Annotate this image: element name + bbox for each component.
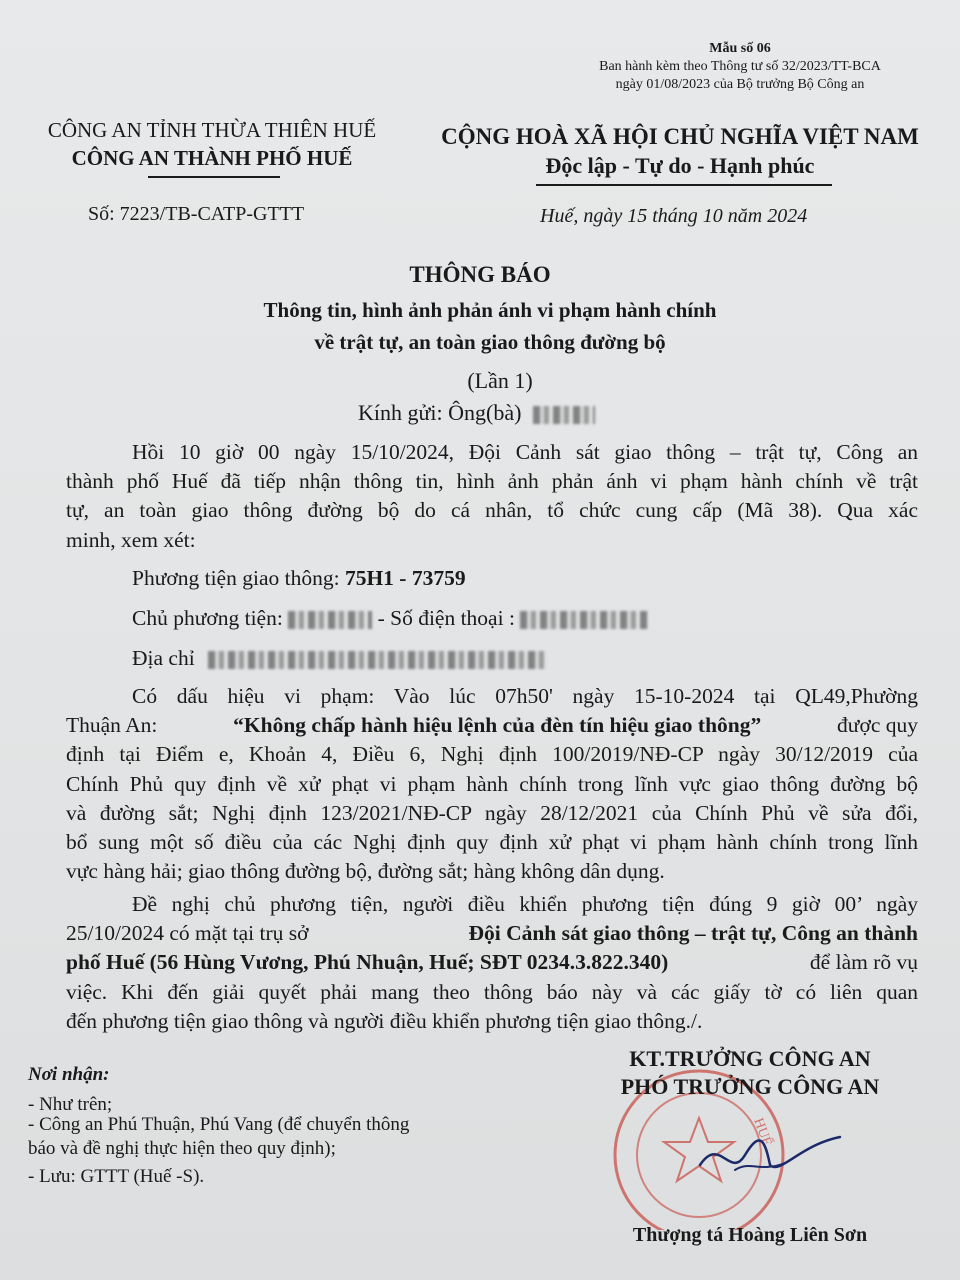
recipients-heading: Nơi nhận:	[28, 1064, 110, 1085]
violation-line-5: và đường sắt; Nghị định 123/2021/NĐ-CP ngày 28/12/2021 của Chính Phủ về sửa đổi,	[66, 800, 918, 825]
intro-line-2: thành phố Huế đã tiếp nhận thông tin, hình ảnh phản ánh vi phạm hành chính về trật	[66, 469, 918, 494]
recipient-item: - Lưu: GTTT (Huế -S).	[28, 1166, 205, 1187]
nation-name: CỘNG HOÀ XÃ HỘI CHỦ NGHĨA VIỆT NAM	[441, 124, 919, 149]
phone-label: - Số điện thoại :	[377, 606, 515, 630]
request-office: Đội Cảnh sát giao thông – trật tự, Công an thành	[468, 921, 918, 946]
redacted-address	[208, 651, 548, 669]
agency-parent: CÔNG AN TỈNH THỪA THIÊN HUẾ	[47, 118, 377, 142]
request-purpose: để làm rõ vụ	[809, 950, 918, 975]
recipient-label: Kính gửi: Ông(bà)	[358, 400, 522, 425]
violation-line-6: bổ sung một số điều của các Nghị định quy định xử phạt vi phạm hành chính trong lĩnh	[66, 830, 918, 855]
vehicle-line	[132, 566, 466, 591]
form-note-line1: Ban hành kèm theo Thông tư số 32/2023/TT-BCA	[599, 59, 881, 74]
request-paragraph	[66, 890, 918, 1036]
signature-title-1: KT.TRƯỞNG CÔNG AN	[629, 1046, 871, 1071]
request-date: 25/10/2024 có mặt tại trụ sở	[66, 921, 309, 946]
request-line-2	[66, 919, 918, 948]
redacted-name	[533, 406, 595, 424]
redacted-owner	[288, 611, 372, 629]
violation-location: Thuận An:	[66, 713, 158, 738]
violation-line-4: Chính Phủ quy định về xử phạt vi phạm hành chính trong lĩnh vực giao thông đường bộ	[66, 771, 918, 796]
attempt-number: (Lần 1)	[467, 368, 533, 393]
request-line-1: Đề nghị chủ phương tiện, người điều khiển phương tiện đúng 9 giờ 00’ ngày	[132, 892, 918, 916]
document-number: Số: 7223/TB-CATP-GTTT	[88, 203, 305, 225]
violation-ref: được quy	[837, 713, 918, 738]
document-subtitle-1: Thông tin, hình ảnh phản ánh vi phạm hành chính	[263, 298, 717, 322]
stamp-text: HUẾ	[750, 1116, 775, 1149]
owner-label: Chủ phương tiện:	[132, 606, 283, 630]
violation-paragraph	[66, 682, 918, 886]
document-subtitle-2: về trật tự, an toàn giao thông đường bộ	[314, 330, 666, 354]
document-title: THÔNG BÁO	[409, 262, 551, 287]
handwritten-signature	[690, 1125, 850, 1185]
vehicle-plate: 75H1 - 73759	[344, 566, 466, 590]
signature-title-2: PHÓ TRƯỞNG CÔNG AN	[620, 1074, 880, 1099]
recipient-item: - Công an Phú Thuận, Phú Vang (để chuyển thông	[28, 1114, 410, 1135]
violation-line-3: định tại Điểm e, Khoản 4, Điều 6, Nghị định 100/2019/NĐ-CP ngày 30/12/2019 của	[66, 742, 918, 767]
form-note-line2: ngày 01/08/2023 của Bộ trưởng Bộ Công an	[615, 77, 865, 92]
request-line-3	[66, 948, 918, 977]
place-date: Huế, ngày 15 tháng 10 năm 2024	[540, 205, 808, 227]
redacted-phone	[520, 611, 648, 629]
owner-line	[132, 606, 648, 631]
motto-underline	[536, 184, 832, 186]
violation-offense: “Không chấp hành hiệu lệnh của đèn tín hiệu giao thông”	[233, 713, 762, 738]
address-label: Địa chỉ	[132, 646, 195, 670]
violation-line-7: vực hàng hải; giao thông đường bộ, đường sắt; hàng không dân dụng.	[66, 859, 665, 884]
intro-paragraph	[66, 438, 918, 555]
nation-motto: Độc lập - Tự do - Hạnh phúc	[545, 153, 815, 178]
address-line	[132, 646, 548, 671]
intro-line-1: Hồi 10 giờ 00 ngày 15/10/2024, Đội Cảnh sát giao thông – trật tự, Công an	[132, 440, 918, 464]
request-line-5: đến phương tiện giao thông và người điều khiển phương tiện giao thông./.	[66, 1008, 703, 1033]
intro-line-4: minh, xem xét:	[66, 527, 196, 552]
form-number: Mẫu số 06	[709, 41, 771, 56]
violation-line-2	[66, 711, 918, 740]
agency-name: CÔNG AN THÀNH PHỐ HUẾ	[71, 146, 353, 170]
form-note	[560, 40, 920, 94]
recipient-line	[358, 400, 595, 426]
request-line-4: việc. Khi đến giải quyết phải mang theo thông báo này và các giấy tờ có liên quan	[66, 979, 918, 1004]
request-address: phố Huế (56 Hùng Vương, Phú Nhuận, Huế; SĐT 0234.3.822.340)	[66, 950, 669, 975]
vehicle-label: Phương tiện giao thông:	[132, 566, 340, 590]
recipient-item: - Như trên;	[28, 1094, 113, 1115]
recipient-item: báo và đề nghị thực hiện theo quy định);	[28, 1138, 336, 1159]
intro-line-3: tự, an toàn giao thông đường bộ do cá nhân, tổ chức cung cấp (Mã 38). Qua xác	[66, 498, 918, 523]
violation-line-1: Có dấu hiệu vi phạm: Vào lúc 07h50' ngày 15-10-2024 tại QL49,Phường	[132, 684, 918, 708]
agency-underline	[148, 176, 280, 178]
signer-name: Thượng tá Hoàng Liên Sơn	[632, 1224, 868, 1246]
